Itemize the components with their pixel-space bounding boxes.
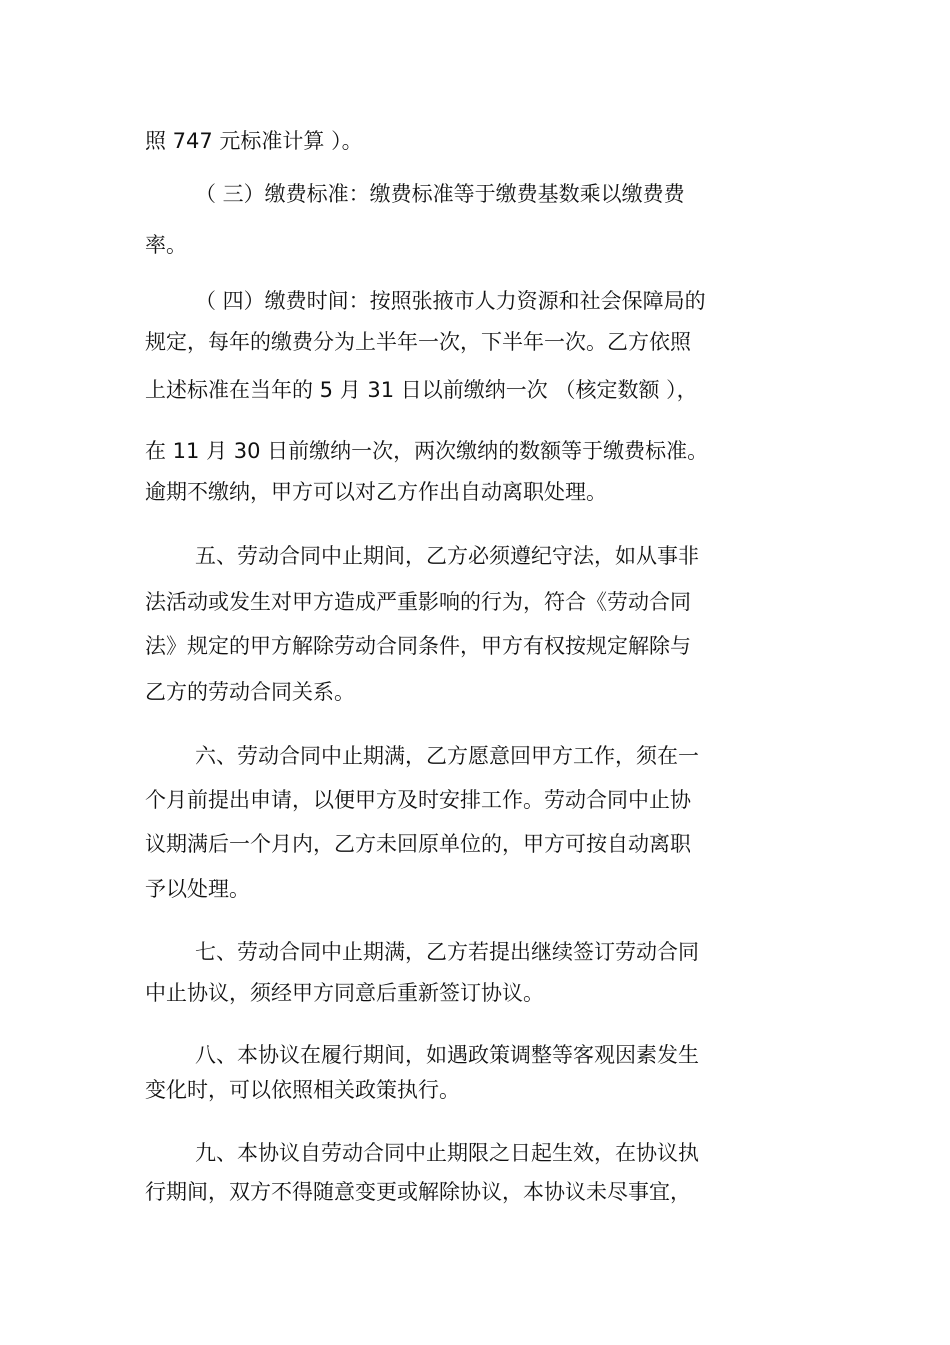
text-line: 法》规定的甲方解除劳动合同条件，甲方有权按规定解除与 — [145, 634, 691, 658]
text-line: 予以处理。 — [145, 877, 250, 901]
text-line: 变化时，可以依照相关政策执行。 — [145, 1078, 460, 1102]
text-line: 五、劳动合同中止期间，乙方必须遵纪守法，如从事非 — [195, 544, 699, 568]
text-line: 行期间，双方不得随意变更或解除协议，本协议未尽事宜， — [145, 1180, 691, 1204]
text-line: 八、本协议在履行期间，如遇政策调整等客观因素发生 — [195, 1043, 699, 1067]
text-line: 九、本协议自劳动合同中止期限之日起生效，在协议执 — [195, 1141, 699, 1165]
text-line: 上述标准在当年的 5 月 31 日以前缴纳一次 （核定数额 ）， — [145, 378, 698, 402]
text-line: 照 747 元标准计算 ）。 — [145, 129, 363, 153]
text-line: 逾期不缴纳，甲方可以对乙方作出自动离职处理。 — [145, 480, 607, 504]
text-line: 七、劳动合同中止期满，乙方若提出继续签订劳动合同 — [195, 940, 699, 964]
text-line: 个月前提出申请，以便甲方及时安排工作。劳动合同中止协 — [145, 788, 691, 812]
text-line: 议期满后一个月内，乙方未回原单位的，甲方可按自动离职 — [145, 832, 691, 856]
text-line: 规定，每年的缴费分为上半年一次，下半年一次。乙方依照 — [145, 330, 691, 354]
text-line: （ 四）缴费时间：按照张掖市人力资源和社会保障局的 — [195, 289, 706, 313]
text-line: 率。 — [145, 233, 187, 257]
text-line: 六、劳动合同中止期满，乙方愿意回甲方工作，须在一 — [195, 744, 699, 768]
text-line: （ 三）缴费标准：缴费标准等于缴费基数乘以缴费费 — [195, 182, 685, 206]
text-line: 中止协议，须经甲方同意后重新签订协议。 — [145, 981, 544, 1005]
text-line: 在 11 月 30 日前缴纳一次，两次缴纳的数额等于缴费标准。 — [145, 439, 709, 463]
text-line: 法活动或发生对甲方造成严重影响的行为，符合《劳动合同 — [145, 590, 691, 614]
text-line: 乙方的劳动合同关系。 — [145, 680, 355, 704]
